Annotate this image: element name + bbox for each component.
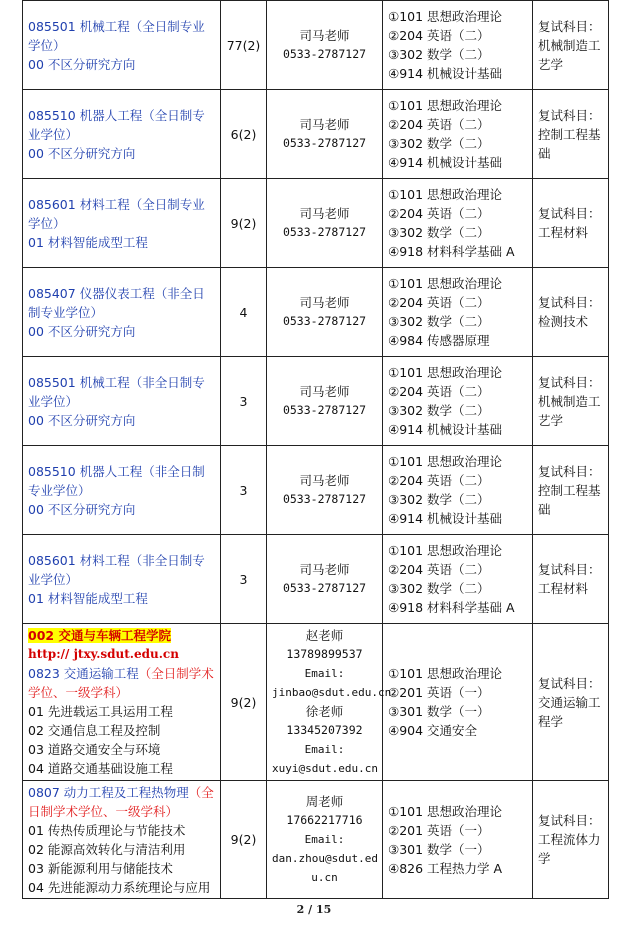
exam-subject: ④826 工程热力学 A [388,860,503,876]
phone-number: 0533-2787127 [282,492,367,506]
direction-item: 04 先进能源动力系统理论与应用 [28,879,211,895]
contact-cell [267,1,383,90]
major-cell [23,357,221,446]
teacher-name: 徐老师 [305,704,344,719]
exam-subject: ②201 英语（一） [388,822,490,838]
major-title: 085510 机器人工程（全日制专业学位） [28,107,205,142]
school-url[interactable]: http:// jtxy.sdut.edu.cn [28,647,179,661]
phone-number: 0533-2787127 [282,136,367,150]
exam-subject: ③301 数学（一） [388,704,490,719]
table-row-0807 [23,781,609,899]
email-address[interactable]: xuyi@sdut.edu.cn [272,762,378,775]
exam-subject: ④914 机械设计基础 [388,511,503,526]
exam-subject: ④904 交通安全 [388,723,478,738]
retest-subject: 复试科目：控制工程基础 [533,90,609,179]
exam-subject: ③302 数学（二） [388,403,490,418]
exam-subject: ①101 思想政治理论 [388,9,503,24]
table-row [23,1,609,90]
enrollment-count: 3 [221,357,267,446]
direction-item: 02 能源高效转化与清洁利用 [28,841,186,857]
exam-subject: ②204 英语（二） [388,384,490,399]
phone-number: 17662217716 [286,813,363,827]
teacher-name: 赵老师 [305,628,344,643]
direction-item: 01 传热传质理论与节能技术 [28,822,186,838]
direction-item: 00 不区分研究方向 [28,145,136,161]
exam-subject: ④918 材料科学基础 A [388,600,515,615]
direction-item: 01 材料智能成型工程 [28,590,148,606]
major-cell [23,90,221,179]
exam-subject: ③302 数学（二） [388,581,490,596]
email-address[interactable]: jinbao@sdut.edu.cn [272,686,392,699]
exam-subject: ②204 英语（二） [388,28,490,43]
exam-subjects-cell [383,357,533,446]
contact-cell [267,268,383,357]
exam-subjects-cell [383,179,533,268]
phone-number: 0533-2787127 [282,581,367,595]
exam-subject: ②204 英语（二） [388,206,490,221]
major-title: 085510 机器人工程（非全日制专业学位） [28,463,205,498]
exam-subject: ③302 数学（二） [388,136,490,151]
retest-subject: 复试科目：工程流体力学 [533,781,609,899]
major-cell [23,179,221,268]
contact-cell [267,357,383,446]
exam-subject: ③302 数学（二） [388,314,490,329]
table-row-school-002 [23,624,609,781]
direction-item: 00 不区分研究方向 [28,501,136,517]
exam-subjects-cell [383,624,533,781]
exam-subject: ③301 数学（一） [388,841,490,857]
contact-cell [267,781,383,899]
exam-subject: ④914 机械设计基础 [388,422,503,437]
table-row [23,357,609,446]
table-row [23,535,609,624]
major-type: （全日制学术学位、一级学科） [28,784,214,819]
major-title: 085601 材料工程（全日制专业学位） [28,196,205,231]
enrollment-count: 3 [221,535,267,624]
exam-subject: ④914 机械设计基础 [388,66,503,81]
enrollment-count: 4 [221,268,267,357]
enrollment-count: 9(2) [221,624,267,781]
major-code: 0807 动力工程及工程热物理 [28,784,189,800]
exam-subjects-cell [383,90,533,179]
exam-subject: ①101 思想政治理论 [388,365,503,380]
major-title: 085601 材料工程（非全日制专业学位） [28,552,205,587]
exam-subject: ③302 数学（二） [388,225,490,240]
exam-subjects-cell [383,535,533,624]
phone-number: 13345207392 [286,723,363,737]
enrollment-count: 9(2) [221,781,267,899]
exam-subject: ②204 英语（二） [388,473,490,488]
retest-subject: 复试科目：机械制造工艺学 [533,1,609,90]
major-cell [23,624,221,781]
major-cell [23,446,221,535]
table-row [23,90,609,179]
major-cell [23,781,221,899]
retest-subject: 复试科目：检测技术 [533,268,609,357]
exam-subject: ①101 思想政治理论 [388,187,503,202]
direction-item: 01 材料智能成型工程 [28,234,148,250]
table-row [23,179,609,268]
exam-subjects-cell [383,268,533,357]
admissions-table-body [23,1,609,899]
major-type: （全日制学术学位、一级学科） [28,666,214,700]
direction-item: 02 交通信息工程及控制 [28,723,161,738]
major-cell [23,1,221,90]
exam-subject: ④914 机械设计基础 [388,155,503,170]
direction-item: 00 不区分研究方向 [28,412,136,428]
retest-subject: 复试科目：交通运输工程学 [533,624,609,781]
exam-subject: ③302 数学（二） [388,47,490,62]
table-row [23,268,609,357]
exam-subject: ①101 思想政治理论 [388,276,503,291]
direction-item: 03 道路交通安全与环境 [28,742,161,757]
teacher-name: 司马老师 [299,206,350,221]
exam-subject: ①101 思想政治理论 [388,666,503,681]
teacher-name: 司马老师 [299,562,350,577]
direction-item: 00 不区分研究方向 [28,323,136,339]
phone-number: 0533-2787127 [282,47,367,61]
major-title: 085501 机械工程（全日制专业学位） [28,18,205,53]
email-address[interactable]: dan.zhou@sdut.ed [272,852,378,865]
phone-number: 0533-2787127 [282,225,367,239]
enrollment-count: 3 [221,446,267,535]
phone-number: 0533-2787127 [282,314,367,328]
teacher-name: 周老师 [305,794,344,809]
phone-number: 13789899537 [286,647,363,661]
exam-subject: ①101 思想政治理论 [388,98,503,113]
email-label: Email: [304,833,345,846]
exam-subject: ④984 传感器原理 [388,333,490,348]
direction-item: 03 新能源利用与储能技术 [28,860,173,876]
major-code: 0823 交通运输工程 [28,666,139,681]
major-cell [23,268,221,357]
table-row [23,446,609,535]
page-number: 2 / 15 [296,903,332,916]
contact-cell [267,624,392,781]
exam-subject: ②204 英语（二） [388,295,490,310]
admissions-table [22,0,609,899]
email-label: Email: [304,743,345,756]
retest-subject: 复试科目：工程材料 [533,535,609,624]
exam-subjects-cell [383,1,533,90]
contact-cell [267,90,383,179]
enrollment-count: 9(2) [221,179,267,268]
contact-cell [267,535,383,624]
exam-subject: ③302 数学（二） [388,492,490,507]
exam-subject: ①101 思想政治理论 [388,803,503,819]
exam-subject: ②204 英语（二） [388,117,490,132]
school-name: 002 交通与车辆工程学院 [28,628,171,643]
retest-subject: 复试科目：机械制造工艺学 [533,357,609,446]
retest-subject: 复试科目：工程材料 [533,179,609,268]
exam-subject: ①101 思想政治理论 [388,454,503,469]
major-title: 085407 仪器仪表工程（非全日制专业学位） [28,285,205,320]
email-address-cont[interactable]: u.cn [311,871,338,884]
exam-subject: ②201 英语（一） [388,685,490,700]
teacher-name: 司马老师 [299,28,350,43]
exam-subject: ②204 英语（二） [388,562,490,577]
phone-number: 0533-2787127 [282,403,367,417]
contact-cell [267,179,383,268]
contact-cell [267,446,383,535]
direction-item: 01 先进载运工具运用工程 [28,704,173,719]
enrollment-count: 77(2) [221,1,267,90]
major-cell [23,535,221,624]
enrollment-count: 6(2) [221,90,267,179]
teacher-name: 司马老师 [299,473,350,488]
exam-subject: ①101 思想政治理论 [388,543,503,558]
direction-item: 00 不区分研究方向 [28,56,136,72]
teacher-name: 司马老师 [299,295,350,310]
direction-item: 04 道路交通基础设施工程 [28,761,173,776]
exam-subjects-cell [383,781,533,899]
exam-subject: ④918 材料科学基础 A [388,244,515,259]
teacher-name: 司马老师 [299,117,350,132]
major-title: 085501 机械工程（非全日制专业学位） [28,374,205,409]
retest-subject: 复试科目：控制工程基础 [533,446,609,535]
email-label: Email: [304,667,345,680]
exam-subjects-cell [383,446,533,535]
teacher-name: 司马老师 [299,384,350,399]
